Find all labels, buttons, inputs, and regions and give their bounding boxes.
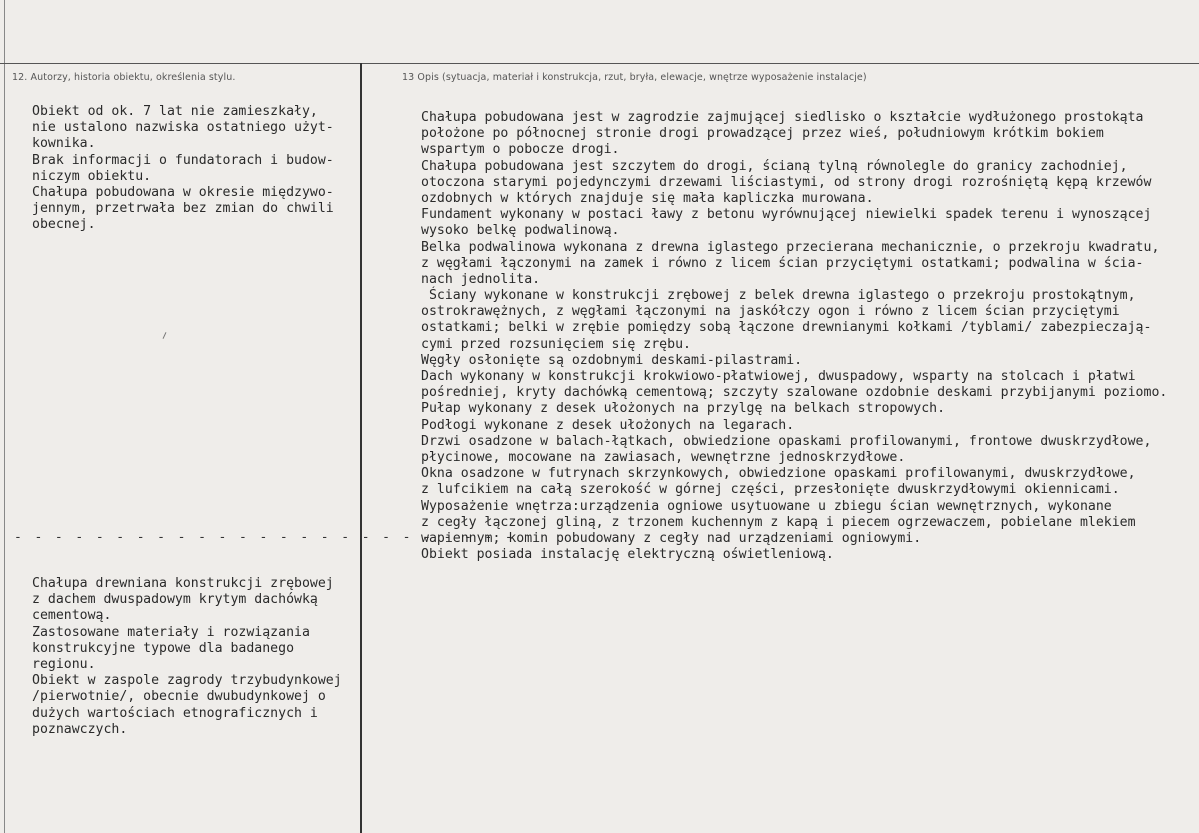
text-line: niczym obiektu. bbox=[32, 168, 152, 184]
text-line: z dachem dwuspadowym krytym dachówką bbox=[32, 592, 318, 608]
text-line: Chałupa pobudowana jest szczytem do drogi, ścianą tylną równolegle do granicy zachodniej, bbox=[421, 158, 1128, 174]
description-text-block bbox=[421, 110, 1167, 563]
pencil-mark bbox=[163, 332, 167, 339]
text-line: Fundament wykonany w postaci ławy z betonu wyrównującej niewielki spadek terenu i wynoszącej bbox=[421, 207, 1152, 223]
text-line: Okna osadzone w futrynach skrzynkowych, obwiedzione opaskami profilowanymi, dwuskrzydłowe, bbox=[421, 466, 1136, 482]
text-line: Chałupa drewniana konstrukcji zrębowej bbox=[32, 576, 334, 591]
text-line: Brak informacji o fundatorach i budow- bbox=[32, 152, 334, 168]
text-line: nie ustalono nazwiska ostatniego użyt- bbox=[32, 120, 334, 136]
text-line: Zastosowane materiały i rozwiązania bbox=[32, 624, 310, 640]
text-line: Drzwi osadzone w balach-łątkach, obwiedzione opaskami profilowanymi, frontowe dwuskrzydłowe, bbox=[421, 433, 1152, 449]
text-line: regionu. bbox=[32, 656, 96, 672]
text-line: z cegły łączonej gliną, z trzonem kuchennym z kapą i piecem ogrzewaczem, pobielane mlekiem bbox=[421, 514, 1136, 530]
text-line: kownika. bbox=[32, 136, 96, 152]
text-line: Obiekt od ok. 7 lat nie zamieszkały, bbox=[32, 104, 318, 119]
text-line: ostrokrawężnych, z węgłami łączonymi na jaskółczy ogon i równo z licem ścian przyciętymi bbox=[421, 304, 1120, 320]
text-line: /pierwotnie/, obecnie dwubudynkowej o bbox=[32, 689, 326, 705]
text-line: Chałupa pobudowana w okresie międzywo- bbox=[32, 184, 334, 200]
text-line: dużych wartościach etnograficznych i bbox=[32, 705, 318, 721]
text-line: nach jednolita. bbox=[421, 271, 541, 287]
text-line: z lufcikiem na całą szerokość w górnej części, przesłonięte dwuskrzydłowymi okiennicami. bbox=[421, 482, 1120, 498]
dashed-separator: - - - - - - - - - - - - - - - - - - - - - - - - - bbox=[14, 530, 516, 545]
history-text-block bbox=[32, 104, 334, 234]
text-line: jennym, przetrwała bez zmian do chwili bbox=[32, 201, 334, 217]
text-line: Ściany wykonane w konstrukcji zrębowej z belek drewna iglastego o przekroju prostokątnym, bbox=[421, 288, 1136, 304]
text-line: cementową. bbox=[32, 608, 112, 624]
text-line: wapiennym; komin pobudowany z cegły nad urządzeniami ogniowymi. bbox=[421, 530, 922, 546]
text-line: ozdobnych w których znajduje się mała kapliczka murowana. bbox=[421, 190, 874, 206]
text-line: z węgłami łączonymi na zamek i równo z licem ścian przyciętymi ostatkami; podwalina w ścia- bbox=[421, 255, 1144, 271]
text-line: cymi przed rozsunięciem się zrębu. bbox=[421, 336, 691, 352]
text-line: wspartym o pobocze drogi. bbox=[421, 142, 620, 158]
top-frame-line bbox=[0, 63, 1199, 64]
text-line: otoczona starymi pojedynczymi drzewami liściastymi, od strony drogi rozrośniętą kępą krzewów bbox=[421, 174, 1152, 190]
text-line: Podłogi wykonane z desek ułożonych na legarach. bbox=[421, 417, 795, 433]
section-13-header: 13 Opis (sytuacja, materiał i konstrukcja, rzut, bryła, elewacje, wnętrze wyposażenie instalacje) bbox=[402, 72, 867, 83]
summary-text-block bbox=[32, 576, 342, 738]
text-line: poznawczych. bbox=[32, 721, 128, 737]
text-line: Dach wykonany w konstrukcji krokwiowo-płatwiowej, dwuspadowy, wsparty na stolcach i płatwi bbox=[421, 369, 1136, 384]
text-line: Wyposażenie wnętrza:urządzenia ogniowe usytuowane u zbiegu ścian wewnętrznych, wykonane bbox=[421, 498, 1112, 514]
text-line: płycinowe, mocowane na zawiasach, wewnętrzne jednoskrzydłowe. bbox=[421, 449, 906, 465]
text-line: ostatkami; belki w zrębie pomiędzy sobą łączone drewnianymi kołkami /tyblami/ zabezpieczają- bbox=[421, 320, 1152, 336]
text-line: wysoko belkę podwalinową. bbox=[421, 223, 620, 239]
text-line: Obiekt posiada instalację elektryczną oświetleniową. bbox=[421, 547, 834, 563]
text-line: Węgły osłonięte są ozdobnymi deskami-pilastrami. bbox=[421, 352, 803, 368]
text-line: pośredniej, kryty dachówką cementową; szczyty szalowane ozdobnie deskami przybijanymi poziomo. bbox=[421, 385, 1168, 401]
left-frame-line bbox=[4, 0, 5, 833]
text-line: Belka podwalinowa wykonana z drewna iglastego przecierana mechanicznie, o przekroju kwadratu, bbox=[421, 239, 1160, 255]
column-divider bbox=[360, 63, 362, 833]
text-line: położone po północnej stronie drogi prowadzącej przez wieś, południowym krótkim bokiem bbox=[421, 126, 1104, 142]
section-12-header: 12. Autorzy, historia obiektu, określenia stylu. bbox=[12, 72, 236, 83]
text-line: Chałupa pobudowana jest w zagrodzie zajmującej siedlisko o kształcie wydłużonego prostokąta bbox=[421, 110, 1144, 125]
text-line: obecnej. bbox=[32, 217, 96, 233]
text-line: Pułap wykonany z desek ułożonych na przylgę na belkach stropowych. bbox=[421, 401, 946, 417]
text-line: Obiekt w zaspole zagrody trzybudynkowej bbox=[32, 673, 342, 689]
text-line: konstrukcyjne typowe dla badanego bbox=[32, 640, 295, 656]
